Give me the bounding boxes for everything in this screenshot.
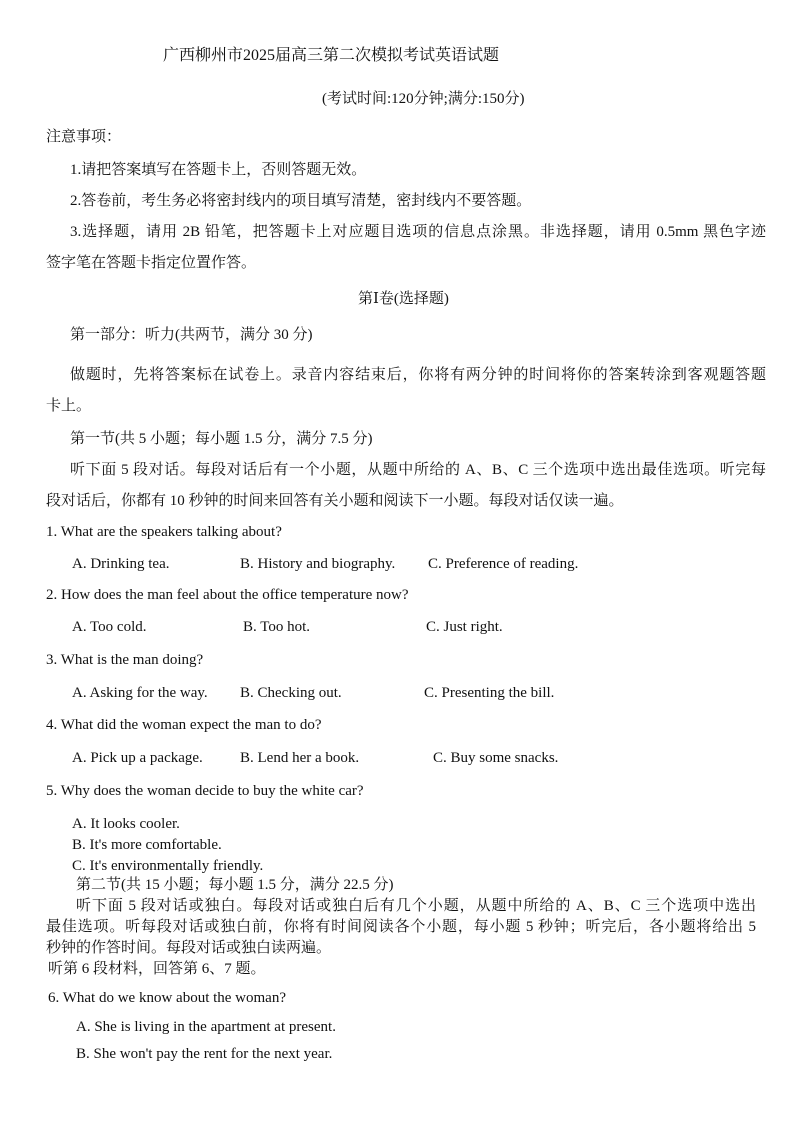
- question-option: B. She won't pay the rent for the next year.: [76, 1046, 333, 1062]
- section2-instruction: 听下面 5 段对话或独白。每段对话或独白后有几个小题，从题中所给的 A、B、C 三个选项中选出: [76, 898, 756, 914]
- part1-title: 第一部分：听力(共两节，满分 30 分): [70, 327, 313, 343]
- question-stem: 3. What is the man doing?: [46, 652, 204, 668]
- section1-instruction: 听下面 5 段对话。每段对话后有一个小题，从题中所给的 A、B、C 三个选项中选出最佳选项。听完每: [70, 462, 766, 478]
- question-stem: 2. How does the man feel about the office temperature now?: [46, 587, 409, 603]
- section2-title: 第二节(共 15 小题；每小题 1.5 分，满分 22.5 分): [76, 877, 394, 893]
- question-stem: 5. Why does the woman decide to buy the white car?: [46, 783, 364, 799]
- exam-info: (考试时间:120分钟;满分:150分): [322, 91, 525, 107]
- question-stem: 1. What are the speakers talking about?: [46, 524, 282, 540]
- question-stem: 4. What did the woman expect the man to do?: [46, 717, 322, 733]
- section1-instruction-continued: 段对话后，你都有 10 秒钟的时间来回答有关小题和阅读下一小题。每段对话仅读一遍。: [46, 493, 624, 509]
- volume-title: 第Ⅰ卷(选择题): [358, 291, 449, 307]
- question-option: B. Checking out.: [240, 685, 342, 701]
- question-option: A. Asking for the way.: [72, 685, 208, 701]
- question-option: C. Buy some snacks.: [433, 750, 559, 766]
- page-title: 广西柳州市2025届高三第二次模拟考试英语试题: [163, 47, 500, 64]
- question-option: C. Preference of reading.: [428, 556, 579, 572]
- question-option: A. Too cold.: [72, 619, 147, 635]
- section2-instruction-continued: 秒钟的作答时间。每段对话或独白读两遍。: [46, 940, 332, 956]
- section1-title: 第一节(共 5 小题；每小题 1.5 分，满分 7.5 分): [70, 431, 373, 447]
- notice-heading: 注意事项：: [46, 129, 122, 145]
- question-option: A. She is living in the apartment at present.: [76, 1019, 336, 1035]
- question-option: B. History and biography.: [240, 556, 396, 572]
- question-option: A. It looks cooler.: [72, 816, 180, 832]
- part1-instruction-continued: 卡上。: [46, 398, 92, 414]
- question-option: C. Just right.: [426, 619, 503, 635]
- material-note: 听第 6 段材料，回答第 6、7 题。: [48, 961, 266, 977]
- question-option: A. Pick up a package.: [72, 750, 203, 766]
- question-option: C. It's environmentally friendly.: [72, 858, 264, 874]
- notice-item-continued: 签字笔在答题卡指定位置作答。: [46, 255, 257, 271]
- question-option: B. It's more comfortable.: [72, 837, 222, 853]
- part1-instruction: 做题时，先将答案标在试卷上。录音内容结束后，你将有两分钟的时间将你的答案转涂到客观题答题: [70, 367, 766, 383]
- section2-instruction: 最佳选项。听每段对话或独白前，你将有时间阅读各个小题，每小题 5 秒钟；听完后，各小题将给出 5: [46, 919, 756, 935]
- question-option: B. Lend her a book.: [240, 750, 360, 766]
- notice-item: 2.答卷前，考生务必将密封线内的项目填写清楚，密封线内不要答题。: [70, 193, 532, 209]
- question-stem: 6. What do we know about the woman?: [48, 990, 287, 1006]
- question-option: C. Presenting the bill.: [424, 685, 555, 701]
- question-option: A. Drinking tea.: [72, 556, 170, 572]
- notice-item: 1.请把答案填写在答题卡上，否则答题无效。: [70, 162, 367, 178]
- notice-item: 3.选择题，请用 2B 铅笔，把答题卡上对应题目选项的信息点涂黑。非选择题，请用 0.5mm 黑色字迹: [70, 224, 766, 240]
- question-option: B. Too hot.: [243, 619, 311, 635]
